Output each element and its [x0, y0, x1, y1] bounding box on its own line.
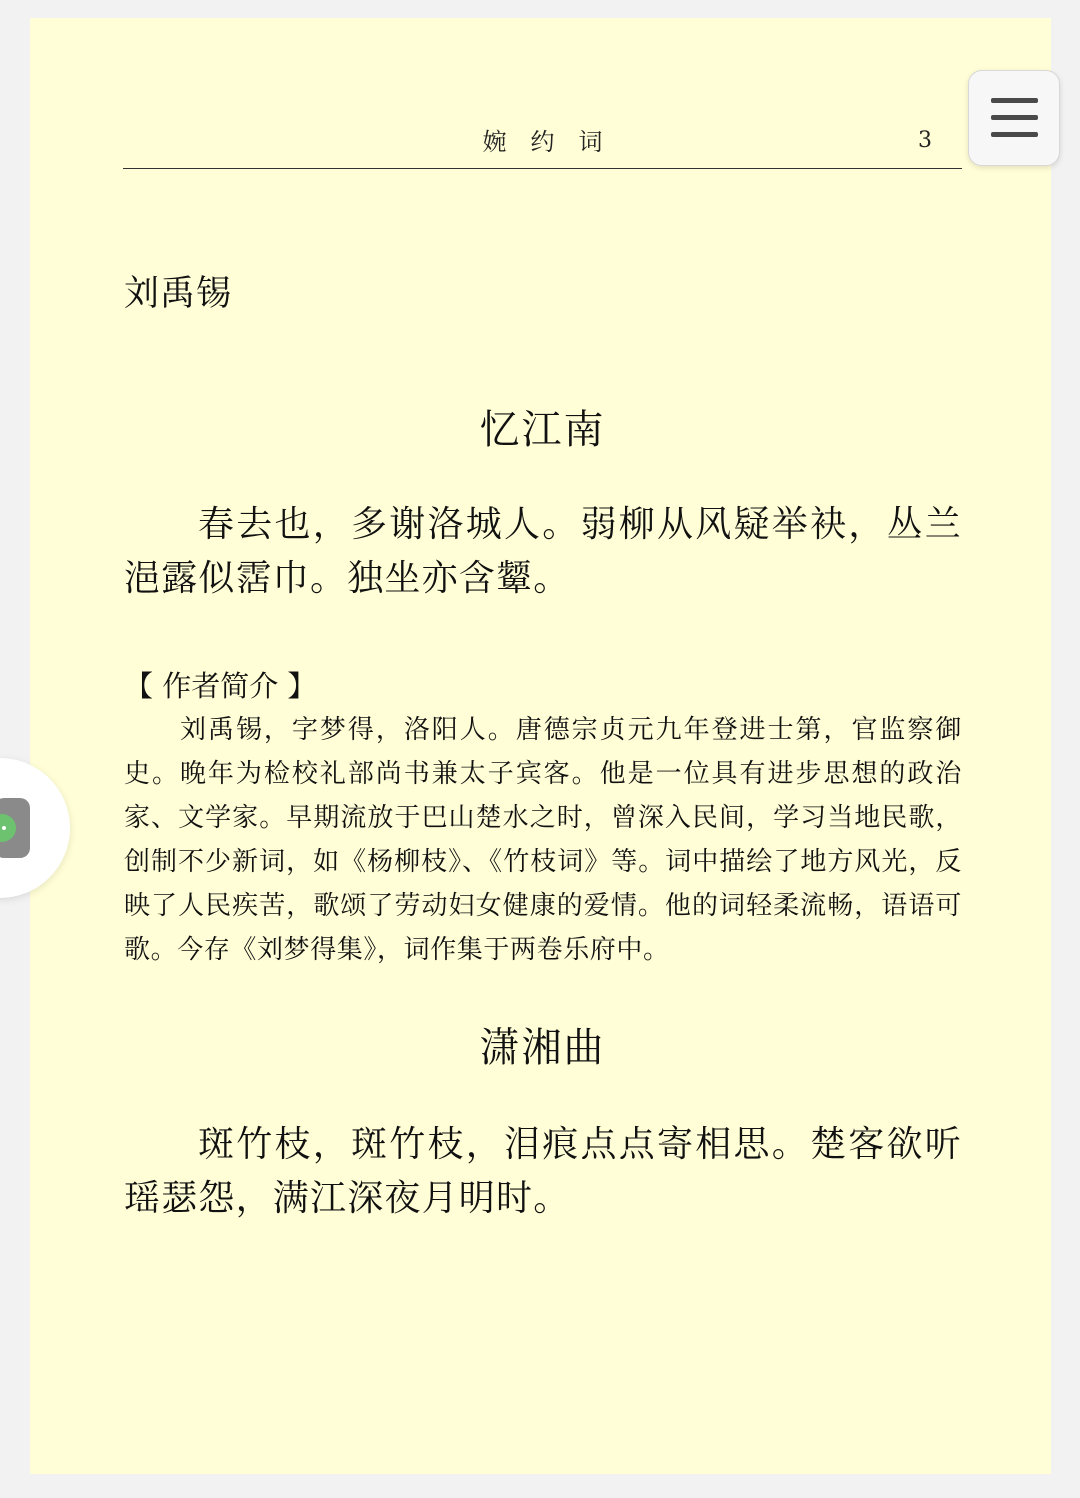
book-page [30, 18, 1051, 1474]
page-number: 3 [918, 128, 932, 153]
running-title [123, 122, 962, 157]
author-name: 刘禹锡 [124, 274, 233, 314]
menu-button[interactable] [968, 70, 1060, 166]
intro-body: 刘禹锡，字梦得，洛阳人。唐德宗贞元九年登进士第，官监察御史。晚年为检校礼部尚书兼太子宾客。他是一位具有进步思想的政治家、文学家。早期流放于巴山楚水之时，曾深入民间，学习当地民歌，创制不少新词，如《杨柳枝》、《竹枝词》等。词中描绘了地方风光，反映了人民疾苦，歌颂了劳动妇女健康的爱情。他的词轻柔流畅，语语可歌。今存《刘梦得集》，词作集于两卷乐府中。 [124, 715, 962, 965]
poem-title: 忆江南 [479, 407, 606, 453]
running-title-char: 词 [578, 128, 603, 156]
poem-body: 春去也，多谢洛城人。弱柳从风疑举袂，丛兰浥露似霑巾。独坐亦含颦。 [124, 504, 962, 599]
intro-heading: 【 作者简介 】 [124, 669, 317, 703]
running-header [123, 114, 962, 169]
running-title-char: 约 [530, 128, 555, 156]
poem-body: 斑竹枝，斑竹枝，泪痕点点寄相思。楚客欲听瑶瑟怨，满江深夜月明时。 [124, 1124, 962, 1219]
running-title-char: 婉 [482, 128, 507, 156]
poem-title: 潇湘曲 [479, 1025, 606, 1071]
